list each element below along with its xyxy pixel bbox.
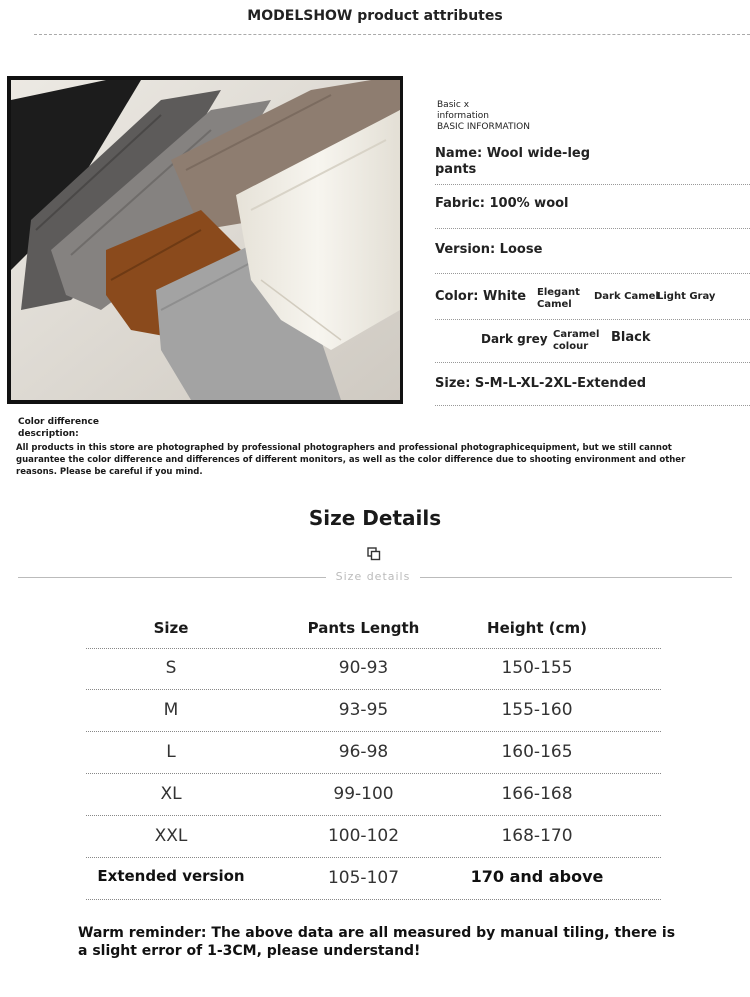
info-section-label — [437, 100, 530, 133]
table-divider — [86, 815, 661, 816]
color-light-gray: Light Gray — [657, 291, 716, 302]
table-divider — [86, 731, 661, 732]
cell-size: M — [163, 700, 179, 720]
table-divider — [86, 689, 661, 690]
cell-height: 150-155 — [501, 658, 573, 678]
cell-length: 105-107 — [327, 868, 400, 888]
info-label-line1: Basic x — [437, 100, 470, 110]
size-details-subtitle: Size details — [335, 570, 411, 583]
info-divider — [435, 405, 750, 406]
header-height: Height (cm) — [487, 619, 587, 637]
subtitle-rule-left — [18, 577, 326, 578]
cell-height: 170 and above — [470, 867, 604, 886]
color-dark-grey: Dark grey — [481, 332, 548, 346]
color-dark-camel: Dark Camel — [594, 291, 659, 302]
cell-length: 99-100 — [333, 784, 394, 804]
cell-size: Extended version — [97, 867, 245, 885]
cell-length: 93-95 — [338, 700, 389, 720]
table-divider — [86, 899, 661, 900]
cell-size: XXL — [154, 826, 188, 846]
cell-length: 96-98 — [338, 742, 389, 762]
info-divider — [435, 362, 750, 363]
warm-reminder: Warm reminder: The above data are all measured by manual tiling, there is a slight error of 1-3CM, please understand! — [78, 925, 676, 959]
cell-size: L — [166, 742, 176, 762]
size-details-title: Size Details — [308, 506, 442, 530]
info-label-line2: information — [437, 111, 489, 121]
header-size: Size — [153, 619, 189, 637]
cell-size: S — [165, 658, 177, 678]
color-caramel: Caramel colour — [553, 329, 600, 352]
color-note-title: Color difference description: — [18, 417, 99, 439]
cell-length: 100-102 — [327, 826, 400, 846]
cell-height: 155-160 — [501, 700, 573, 720]
color-label: Color: White — [435, 289, 527, 304]
info-divider — [435, 273, 750, 274]
product-photo — [11, 80, 400, 400]
product-name: Name: Wool wide-leg pants — [435, 146, 591, 177]
product-size: Size: S-M-L-XL-2XL-Extended — [435, 376, 647, 391]
product-fabric: Fabric: 100% wool — [435, 196, 569, 211]
subtitle-rule-right — [420, 577, 732, 578]
header-divider — [34, 34, 750, 35]
color-black: Black — [611, 330, 651, 345]
copy-icon — [367, 546, 381, 560]
cell-height: 160-165 — [501, 742, 573, 762]
header-pants-length: Pants Length — [307, 619, 420, 637]
cell-height: 166-168 — [501, 784, 573, 804]
cell-length: 90-93 — [338, 658, 389, 678]
table-divider — [86, 773, 661, 774]
cell-size: XL — [160, 784, 182, 804]
product-version: Version: Loose — [435, 242, 543, 257]
table-divider — [86, 857, 661, 858]
info-divider — [435, 319, 750, 320]
color-note-body: All products in this store are photographed by professional photographers and professional photographicequipment, but we still cannot guarantee the color difference and differences of different monitors, as well as the color difference due to shooting environment and other reasons. Please be careful if you mind. — [16, 443, 686, 477]
color-elegant-camel: Elegant Camel — [537, 287, 580, 310]
info-divider — [435, 184, 750, 185]
page-title: MODELSHOW product attributes — [247, 8, 503, 24]
info-divider — [435, 228, 750, 229]
info-label-line3: BASIC INFORMATION — [437, 122, 530, 132]
cell-height: 168-170 — [501, 826, 573, 846]
table-divider — [86, 648, 661, 649]
